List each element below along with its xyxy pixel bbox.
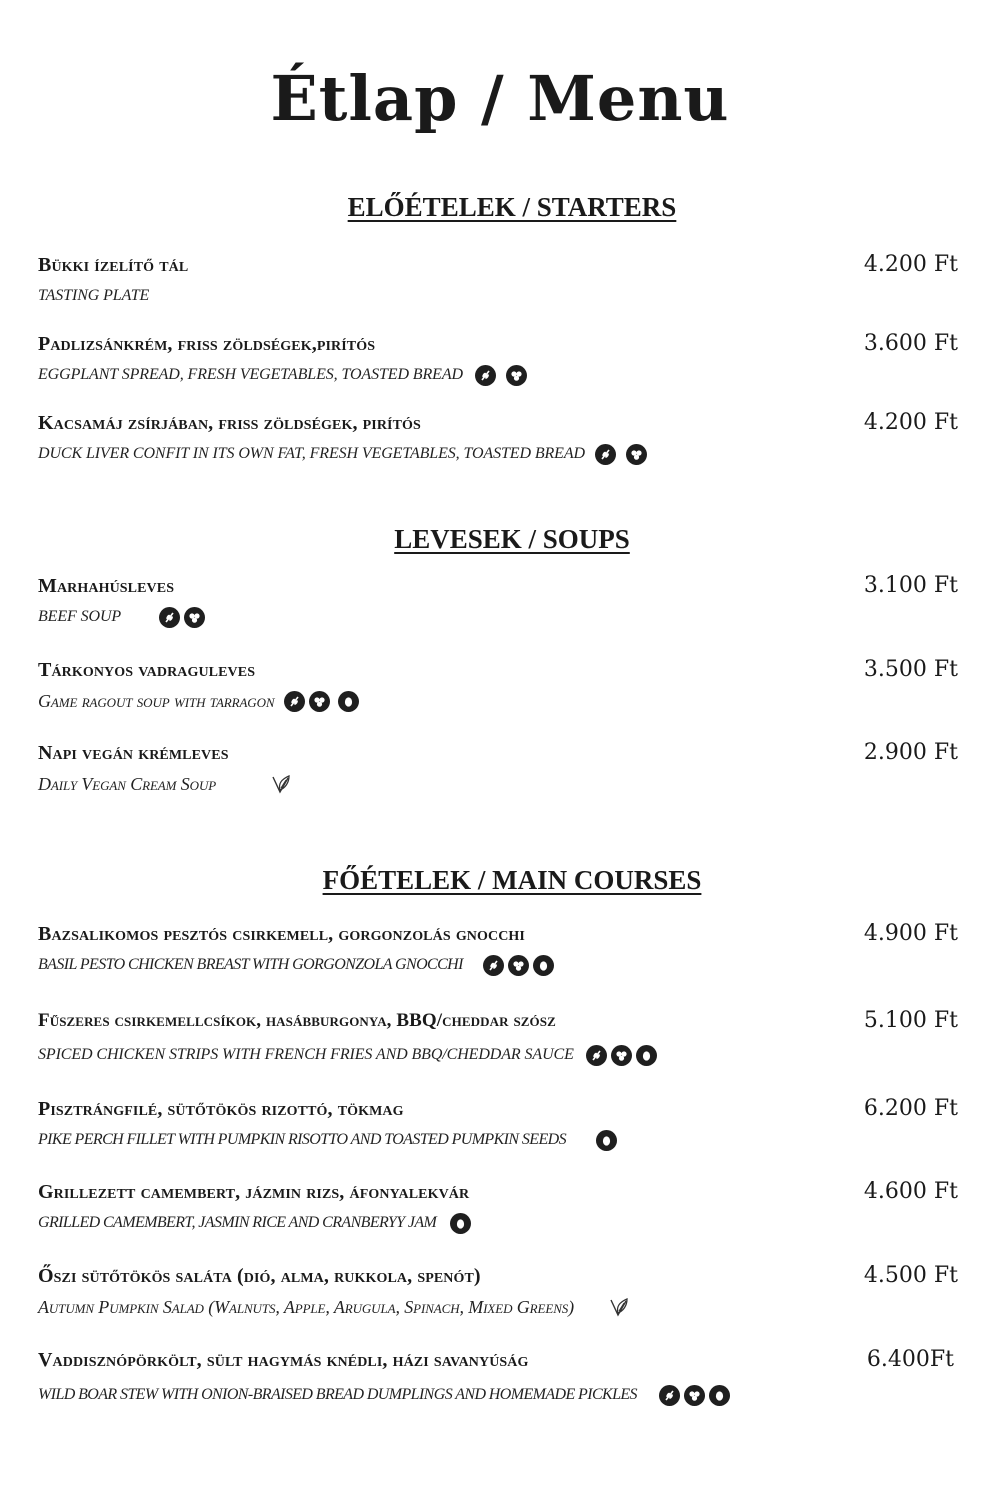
allergen-icons bbox=[586, 1045, 657, 1066]
item-description: GRILLED CAMEMBERT, JASMIN RICE AND CRANBERYY JAM bbox=[38, 1214, 437, 1231]
allergen-icons bbox=[159, 607, 205, 628]
item-name: Fűszeres csirkemellcsíkok, hasábburgonya, BBQ/cheddar szósz bbox=[38, 1010, 556, 1031]
egg-icon bbox=[636, 1045, 657, 1066]
item-name: Napi vegán krémleves bbox=[38, 742, 229, 764]
menu-item bbox=[38, 1098, 962, 1151]
item-name: Bazsalikomos pesztós csirkemell, gorgonzolás gnocchi bbox=[38, 923, 525, 945]
item-name: Vaddisznópörkölt, sült hagymás knédli, házi savanyúság bbox=[38, 1349, 529, 1371]
egg-icon bbox=[709, 1385, 730, 1406]
dairy-icon bbox=[506, 365, 527, 386]
gluten-icon bbox=[475, 365, 496, 386]
egg-icon bbox=[338, 691, 359, 712]
item-description: Autumn Pumpkin Salad (Walnuts, Apple, Arugula, Spinach, Mixed Greens) bbox=[38, 1296, 575, 1317]
menu-item bbox=[38, 333, 962, 386]
egg-icon bbox=[450, 1213, 471, 1234]
menu-item bbox=[38, 254, 962, 307]
item-name: Őszi sütőtökös saláta (dió, alma, rukkola, spenót) bbox=[38, 1265, 481, 1287]
menu-item bbox=[38, 742, 962, 795]
item-description: BEEF SOUP bbox=[38, 608, 122, 625]
item-name: Grillezett camembert, jázmin rizs, áfonyalekvár bbox=[38, 1181, 470, 1203]
item-name: Kacsamáj zsírjában, friss zöldségek, pirítós bbox=[38, 412, 421, 434]
menu-item bbox=[38, 1010, 962, 1066]
allergen-icons bbox=[475, 365, 527, 386]
gluten-icon bbox=[586, 1045, 607, 1066]
item-description: PIKE PERCH FILLET WITH PUMPKIN RISOTTO AND TOASTED PUMPKIN SEEDS bbox=[38, 1131, 566, 1148]
item-price: 2.900 Ft bbox=[863, 740, 958, 765]
allergen-icons bbox=[483, 955, 554, 976]
item-description: BASIL PESTO CHICKEN BREAST WITH GORGONZOLA GNOCCHI bbox=[38, 956, 463, 973]
dairy-icon bbox=[611, 1045, 632, 1066]
allergen-icons bbox=[450, 1213, 471, 1234]
item-price: 4.200 Ft bbox=[863, 252, 958, 277]
section-title-starters: ELŐÉTELEK / STARTERS bbox=[347, 192, 677, 222]
section-title-mains: FŐÉTELEK / MAIN COURSES bbox=[322, 865, 702, 895]
allergen-icons bbox=[284, 691, 359, 712]
vegan-icon bbox=[270, 773, 292, 795]
menu-item bbox=[38, 923, 962, 976]
item-description: DUCK LIVER CONFIT IN ITS OWN FAT, FRESH VEGETABLES, TOASTED BREAD bbox=[38, 445, 585, 462]
item-name: Pisztrángfilé, sütőtökös rizottó, tökmag bbox=[38, 1098, 404, 1120]
vegan-icon bbox=[608, 1296, 630, 1318]
menu-item bbox=[38, 1181, 962, 1234]
dairy-icon bbox=[626, 444, 647, 465]
allergen-icons bbox=[595, 444, 647, 465]
gluten-icon bbox=[659, 1385, 680, 1406]
allergen-icons bbox=[596, 1130, 617, 1151]
item-price: 4.200 Ft bbox=[863, 410, 958, 435]
item-name: Marhahúsleves bbox=[38, 575, 175, 597]
section-title-soups: LEVESEK / SOUPS bbox=[394, 524, 630, 554]
page-title: Étlap / Menu bbox=[270, 62, 730, 135]
dairy-icon bbox=[508, 955, 529, 976]
item-name: Tárkonyos vadraguleves bbox=[38, 659, 256, 681]
item-description: TASTING PLATE bbox=[38, 287, 150, 304]
item-price: 4.500 Ft bbox=[863, 1263, 958, 1288]
item-description: Game ragout soup with tarragon bbox=[38, 690, 275, 711]
item-description: EGGPLANT SPREAD, FRESH VEGETABLES, TOASTED BREAD bbox=[38, 366, 463, 383]
item-price: 3.500 Ft bbox=[863, 657, 958, 682]
item-description: WILD BOAR STEW WITH ONION-BRAISED BREAD DUMPLINGS AND HOMEMADE PICKLES bbox=[38, 1386, 637, 1403]
menu-item bbox=[38, 412, 962, 465]
dairy-icon bbox=[309, 691, 330, 712]
gluten-icon bbox=[595, 444, 616, 465]
item-price: 5.100 Ft bbox=[863, 1008, 958, 1033]
item-price: 6.200 Ft bbox=[863, 1096, 958, 1121]
gluten-icon bbox=[159, 607, 180, 628]
menu-item bbox=[38, 1265, 962, 1318]
item-description: Daily Vegan Cream Soup bbox=[38, 773, 217, 794]
item-price: 4.600 Ft bbox=[863, 1179, 958, 1204]
dairy-icon bbox=[184, 607, 205, 628]
menu-item bbox=[38, 1349, 962, 1406]
item-price: 3.100 Ft bbox=[863, 573, 958, 598]
gluten-icon bbox=[284, 691, 305, 712]
allergen-icons bbox=[659, 1385, 730, 1406]
dairy-icon bbox=[684, 1385, 705, 1406]
egg-icon bbox=[596, 1130, 617, 1151]
item-price: 6.400Ft bbox=[866, 1347, 954, 1372]
item-description: SPICED CHICKEN STRIPS WITH FRENCH FRIES AND BBQ/CHEDDAR SAUCE bbox=[38, 1046, 574, 1063]
item-name: Bükki ízelítő tál bbox=[38, 254, 189, 276]
gluten-icon bbox=[483, 955, 504, 976]
item-name: Padlizsánkrém, friss zöldségek,pirítós bbox=[38, 333, 376, 355]
menu-item bbox=[38, 659, 962, 712]
egg-icon bbox=[533, 955, 554, 976]
item-price: 4.900 Ft bbox=[863, 921, 958, 946]
item-price: 3.600 Ft bbox=[863, 331, 958, 356]
menu-item bbox=[38, 575, 962, 628]
